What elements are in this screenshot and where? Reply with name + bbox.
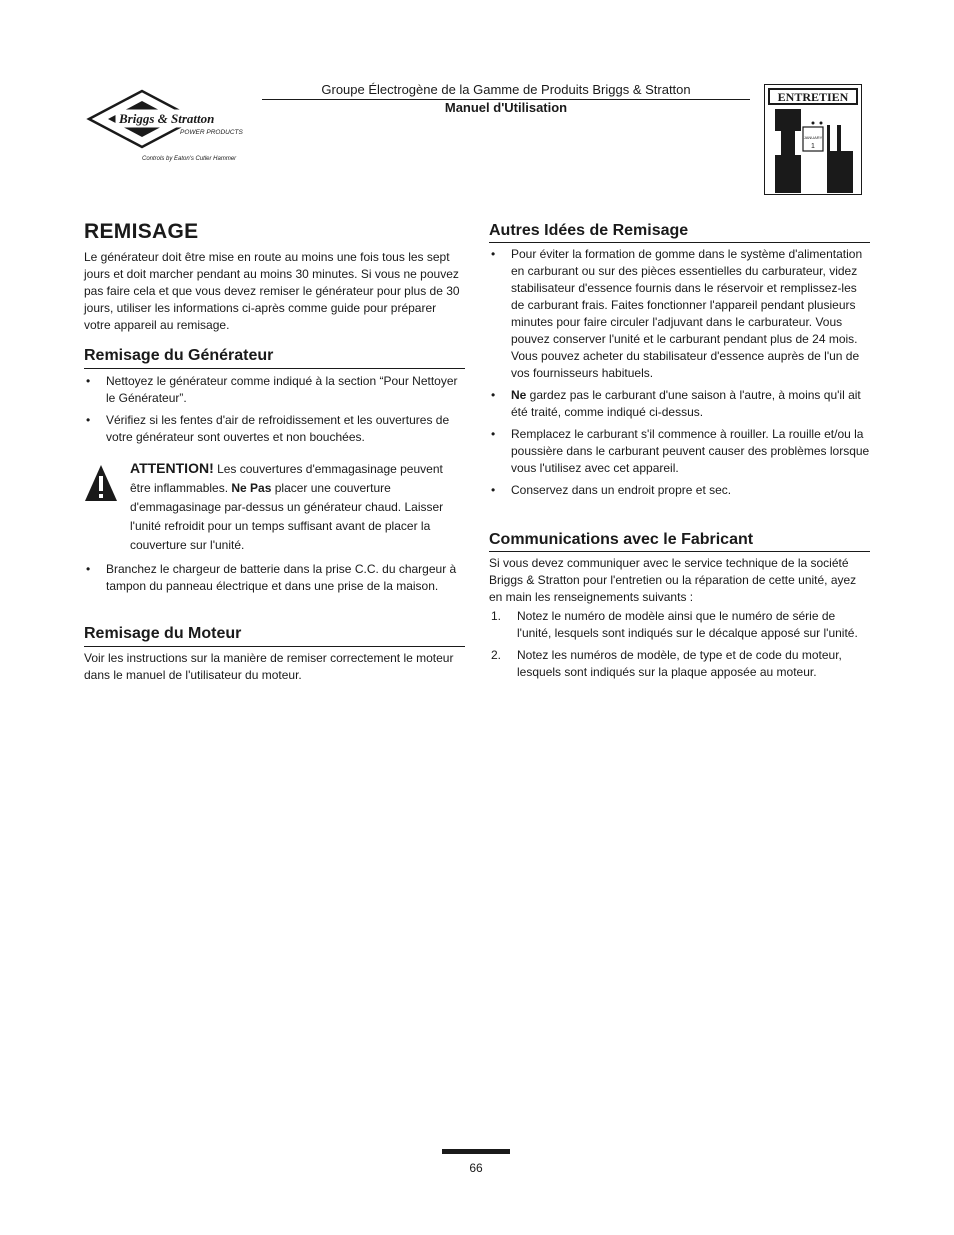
heading-rule [84,646,465,647]
bullet-glyph: • [491,483,496,497]
list-item: 1. Notez le numéro de modèle ainsi que le numéro de série de l'unité, lesquels sont indiqués sur le décalque apposé sur l'unité. [491,609,858,640]
svg-text:1: 1 [811,143,815,150]
badge-calendar-text: JANUARY [803,135,823,140]
heading-remisage-generateur: Remisage du Générateur [84,347,274,364]
bullet-glyph: • [491,388,496,402]
intro-paragraph: Le générateur doit être mise en route au moins une fois tous les sept jours et doit marcher pendant au moins 30 minutes. Si vous ne pouvez pas faire cela et que vous devez remiser le générateur pour plus de 30 jours, utiliser les informations ci-après comme guide pour préparer votre appareil au remisage. [84,250,460,332]
bullet-glyph: • [86,562,91,576]
warning-text: ATTENTION! Les couvertures d'emmagasinage peuvent être inflammables. Ne Pas placer une couverture d'emmagasinage par-dessus un générateur chaud. Laisser l'unité refroidit pour un temps suffisant avant de placer la couverture sur l'unité. [130,460,444,552]
generator-storage-list-2 [84,561,465,600]
list-item: • Remplacez le carburant s'il commence à rouiller. La rouille et/ou la poussière dans le carburant peuvent causer des problèmes lorsque vous l'utilisez avec cet appareil. [491,427,870,475]
list-item: • Nettoyez le générateur comme indiqué à la section “Pour Nettoyer le Générateur”. [86,374,458,405]
bullet-glyph: • [86,374,91,388]
generator-storage-list [84,373,465,451]
entretien-badge [764,84,862,195]
list-item: 2. Notez les numéros de modèle, de type et de code du moteur, lesquels sont indiqués sur la plaque apposée au moteur. [491,648,842,679]
heading-communications: Communications avec le Fabricant [489,531,754,548]
item-number: 2. [491,648,502,662]
bullet-glyph: • [86,413,91,427]
heading-remisage-moteur: Remisage du Moteur [84,625,242,642]
heading-rule [84,368,465,369]
other-storage-ideas-list [489,246,870,504]
engine-storage-text: Voir les instructions sur la manière de remiser correctement le moteur dans le manuel de l'utilisateur du moteur. [84,651,454,682]
list-item: • Pour éviter la formation de gomme dans le système d'alimentation en carburant ou sur des pièces essentielles du carburateur, videz stabilisateur d'essence fournis dans le réservoir et remplissez-les de carburant frais. Faites fonctionner l'appareil pendant plusieurs minutes pour faire circuler l'adjuvant dans le carburateur. Vous pouvez conserver l'unité et le carburant pendant plus de 24 mois. Vous pouvez acheter du stabilisateur d'essence auprès de l'un de vos fournisseurs habituels. [491,247,863,380]
document-subtitle: Manuel d'Utilisation [444,100,568,115]
communications-intro: Si vous devez communiquer avec le service technique de la société Briggs & Stratton pour l'entretien ou la réparation de cette unité, ayez en main les renseignements suivants : [489,556,857,604]
list-item: • Branchez le chargeur de batterie dans la prise C.C. du chargeur à tampon du panneau électrique et dans une prise de la maison. [86,562,457,593]
bullet-glyph: • [491,247,496,261]
manufacturer-info-list [489,608,870,686]
footer-bar [442,1149,510,1154]
item-number: 1. [491,609,502,623]
warning-icon [84,464,118,502]
emphasis-ne: Ne [511,388,527,402]
page-number: 66 [469,1161,483,1175]
document-title: Groupe Électrogène de la Gamme de Produits Briggs & Stratton [321,82,691,97]
heading-autres-idees: Autres Idées de Remisage [489,222,689,239]
heading-rule [489,242,870,243]
heading-rule [489,551,870,552]
warning-label: ATTENTION! [130,460,214,476]
list-item: • Vérifiez si les fentes d'air de refroidissement et les ouvertures de votre générateur sont ouvertes et non bouchées. [86,413,450,444]
logo-brand: Briggs & Stratton [119,111,215,126]
page-title: REMISAGE [84,220,199,243]
list-item: • Ne gardez pas le carburant d'une saison à l'autre, à moins qu'il ait été traité, comme indiqué ci-dessus. [491,388,861,419]
list-item: • Conservez dans un endroit propre et sec. [491,483,732,497]
badge-label: ENTRETIEN [777,90,849,104]
bullet-glyph: • [491,427,496,441]
logo-tagline: POWER PRODUCTS [180,129,243,136]
logo-sub: Controls by Eaton's Cutler Hammer [142,156,237,162]
briggs-stratton-logo [86,86,256,166]
warning-emphasis: Ne Pas [231,481,272,495]
